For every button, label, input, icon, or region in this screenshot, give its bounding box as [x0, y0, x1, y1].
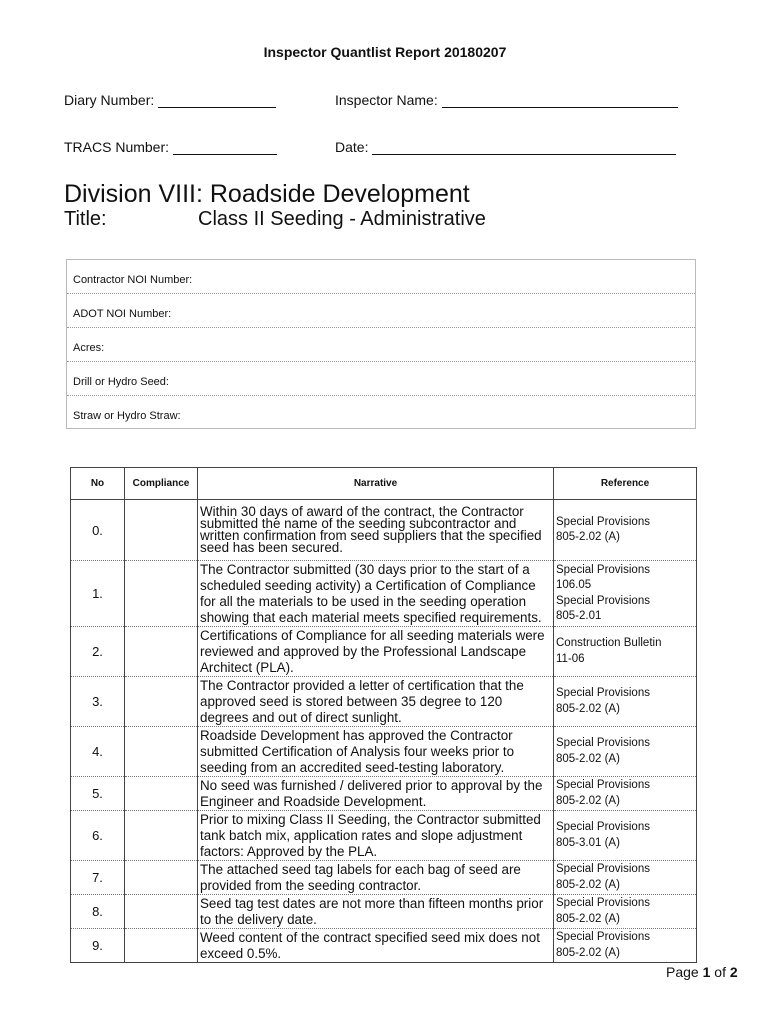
- table-row: [71, 777, 697, 811]
- row-number: 7.: [71, 861, 125, 895]
- reference-line: Special Provisions: [556, 737, 650, 749]
- narrative-cell: Within 30 days of award of the contract, the Contractor submitted the name of the seeding subcontractor and written confirmation from seed suppliers that the specified seed has been secured.: [198, 500, 554, 561]
- row-number: 3.: [71, 677, 125, 727]
- diary-number-label: Diary Number:: [64, 92, 155, 108]
- reference-line: 805-2.02 (A): [556, 752, 620, 765]
- row-number: 6.: [71, 811, 125, 861]
- date-blank[interactable]: [372, 140, 676, 155]
- column-header-narrative: Narrative: [198, 468, 554, 500]
- page-label: Page: [666, 964, 699, 980]
- title-label: Title:: [64, 208, 107, 230]
- reference-line: 11-06: [556, 652, 585, 665]
- reference-cell: [554, 627, 697, 677]
- adot-noi-field[interactable]: ADOT NOI Number:: [67, 294, 695, 328]
- date-field: [335, 139, 676, 155]
- table-row: [71, 727, 697, 777]
- row-number: 9.: [71, 929, 125, 963]
- date-label: Date:: [335, 139, 369, 155]
- reference-line: 805-2.02 (A): [556, 912, 620, 925]
- table-row: [71, 929, 697, 963]
- reference-line: Special Provisions: [556, 897, 650, 909]
- reference-line: 805-2.02 (A): [556, 946, 620, 959]
- compliance-cell[interactable]: [125, 777, 198, 811]
- reference-cell: [554, 895, 697, 929]
- narrative-cell: Roadside Development has approved the Contractor submitted Certification of Analysis four weeks prior to seeding from an accredited seed-testing laboratory.: [198, 727, 554, 777]
- diary-number-blank[interactable]: [158, 93, 276, 108]
- table-row: [71, 861, 697, 895]
- table-row: [71, 627, 697, 677]
- narrative-cell: Prior to mixing Class II Seeding, the Contractor submitted tank batch mix, application rates and slope adjustment factors: Approved by the PLA.: [198, 811, 554, 861]
- narrative-cell: The Contractor provided a letter of certification that the approved seed is stored between 35 degree to 120 degrees and out of direct sunlight.: [198, 677, 554, 727]
- compliance-cell[interactable]: [125, 929, 198, 963]
- tracs-number-blank[interactable]: [173, 140, 277, 155]
- reference-line: Special Provisions: [556, 515, 650, 528]
- row-number: 0.: [71, 500, 125, 561]
- reference-cell: [554, 727, 697, 777]
- row-number: 8.: [71, 895, 125, 929]
- drill-or-hydro-seed-field[interactable]: Drill or Hydro Seed:: [67, 362, 695, 396]
- compliance-cell[interactable]: [125, 895, 198, 929]
- title-value: Class II Seeding - Administrative: [198, 208, 486, 230]
- reference-line: 106.05: [556, 579, 592, 591]
- reference-line: Special Provisions: [556, 863, 650, 875]
- reference-line: Construction Bulletin: [556, 637, 662, 649]
- page-number: [666, 964, 738, 980]
- noi-info-box: [66, 259, 696, 429]
- inspector-name-label: Inspector Name:: [335, 92, 438, 108]
- reference-cell: [554, 500, 697, 561]
- page-current: 1: [702, 964, 711, 980]
- narrative-cell: The Contractor submitted (30 days prior to the start of a scheduled seeding activity) a Certification of Compliance for all the materials to be used in the seeding operation showing that each material meets specified requirements.: [198, 561, 554, 627]
- reference-cell: [554, 677, 697, 727]
- table-row: [71, 895, 697, 929]
- table-row: [71, 811, 697, 861]
- tracs-number-label: TRACS Number:: [64, 139, 170, 155]
- reference-line: 805-2.02 (A): [556, 531, 620, 543]
- compliance-cell[interactable]: [125, 627, 198, 677]
- narrative-cell: Seed tag test dates are not more than fifteen months prior to the delivery date.: [198, 895, 554, 929]
- contractor-noi-field[interactable]: Contractor NOI Number:: [67, 260, 695, 294]
- column-header-reference: Reference: [554, 468, 697, 500]
- compliance-cell[interactable]: [125, 677, 198, 727]
- reference-line: 805-2.02 (A): [556, 702, 620, 715]
- diary-number-field: [64, 92, 276, 108]
- column-header-compliance: Compliance: [125, 468, 198, 500]
- reference-line: Special Provisions: [556, 594, 650, 607]
- reference-cell: [554, 861, 697, 895]
- reference-cell: [554, 929, 697, 963]
- row-number: 4.: [71, 727, 125, 777]
- straw-or-hydro-straw-field[interactable]: Straw or Hydro Straw:: [73, 410, 181, 422]
- narrative-cell: Certifications of Compliance for all seeding materials were reviewed and approved by the Professional Landscape Architect (PLA).: [198, 627, 554, 677]
- compliance-cell[interactable]: [125, 811, 198, 861]
- page-total: 2: [729, 964, 738, 980]
- report-title: Inspector Quantlist Report 20180207: [263, 44, 507, 60]
- division-heading: Division VIII: Roadside Development: [64, 180, 470, 208]
- reference-cell: [554, 777, 697, 811]
- reference-line: Special Provisions: [556, 563, 650, 576]
- narrative-cell: The attached seed tag labels for each bag of seed are provided from the seeding contractor.: [198, 861, 554, 895]
- reference-line: Special Provisions: [556, 779, 650, 791]
- tracs-number-field: [64, 139, 277, 155]
- table-row: [71, 677, 697, 727]
- compliance-cell[interactable]: [125, 500, 198, 561]
- reference-line: 805-2.02 (A): [556, 794, 620, 807]
- reference-line: Special Provisions: [556, 687, 650, 699]
- reference-line: 805-3.01 (A): [556, 836, 620, 849]
- reference-line: Special Provisions: [556, 821, 650, 833]
- narrative-cell: No seed was furnished / delivered prior to approval by the Engineer and Roadside Development.: [198, 777, 554, 811]
- table-row: [71, 500, 697, 561]
- inspector-name-blank[interactable]: [442, 93, 678, 108]
- reference-line: 805-2.01: [556, 610, 602, 622]
- compliance-cell[interactable]: [125, 561, 198, 627]
- table-row: [71, 561, 697, 627]
- row-number: 5.: [71, 777, 125, 811]
- table-header-row: [71, 468, 697, 500]
- row-number: 2.: [71, 627, 125, 677]
- reference-line: Special Provisions: [556, 931, 650, 943]
- reference-cell: [554, 561, 697, 627]
- compliance-table: [70, 467, 697, 963]
- inspector-name-field: [335, 92, 678, 108]
- reference-cell: [554, 811, 697, 861]
- reference-line: 805-2.02 (A): [556, 878, 620, 891]
- page-of: of: [714, 964, 726, 980]
- acres-field[interactable]: Acres:: [67, 328, 695, 362]
- narrative-cell: Weed content of the contract specified seed mix does not exceed 0.5%.: [198, 929, 554, 963]
- compliance-cell[interactable]: [125, 861, 198, 895]
- compliance-cell[interactable]: [125, 727, 198, 777]
- row-number: 1.: [71, 561, 125, 627]
- column-header-no: No: [71, 468, 125, 500]
